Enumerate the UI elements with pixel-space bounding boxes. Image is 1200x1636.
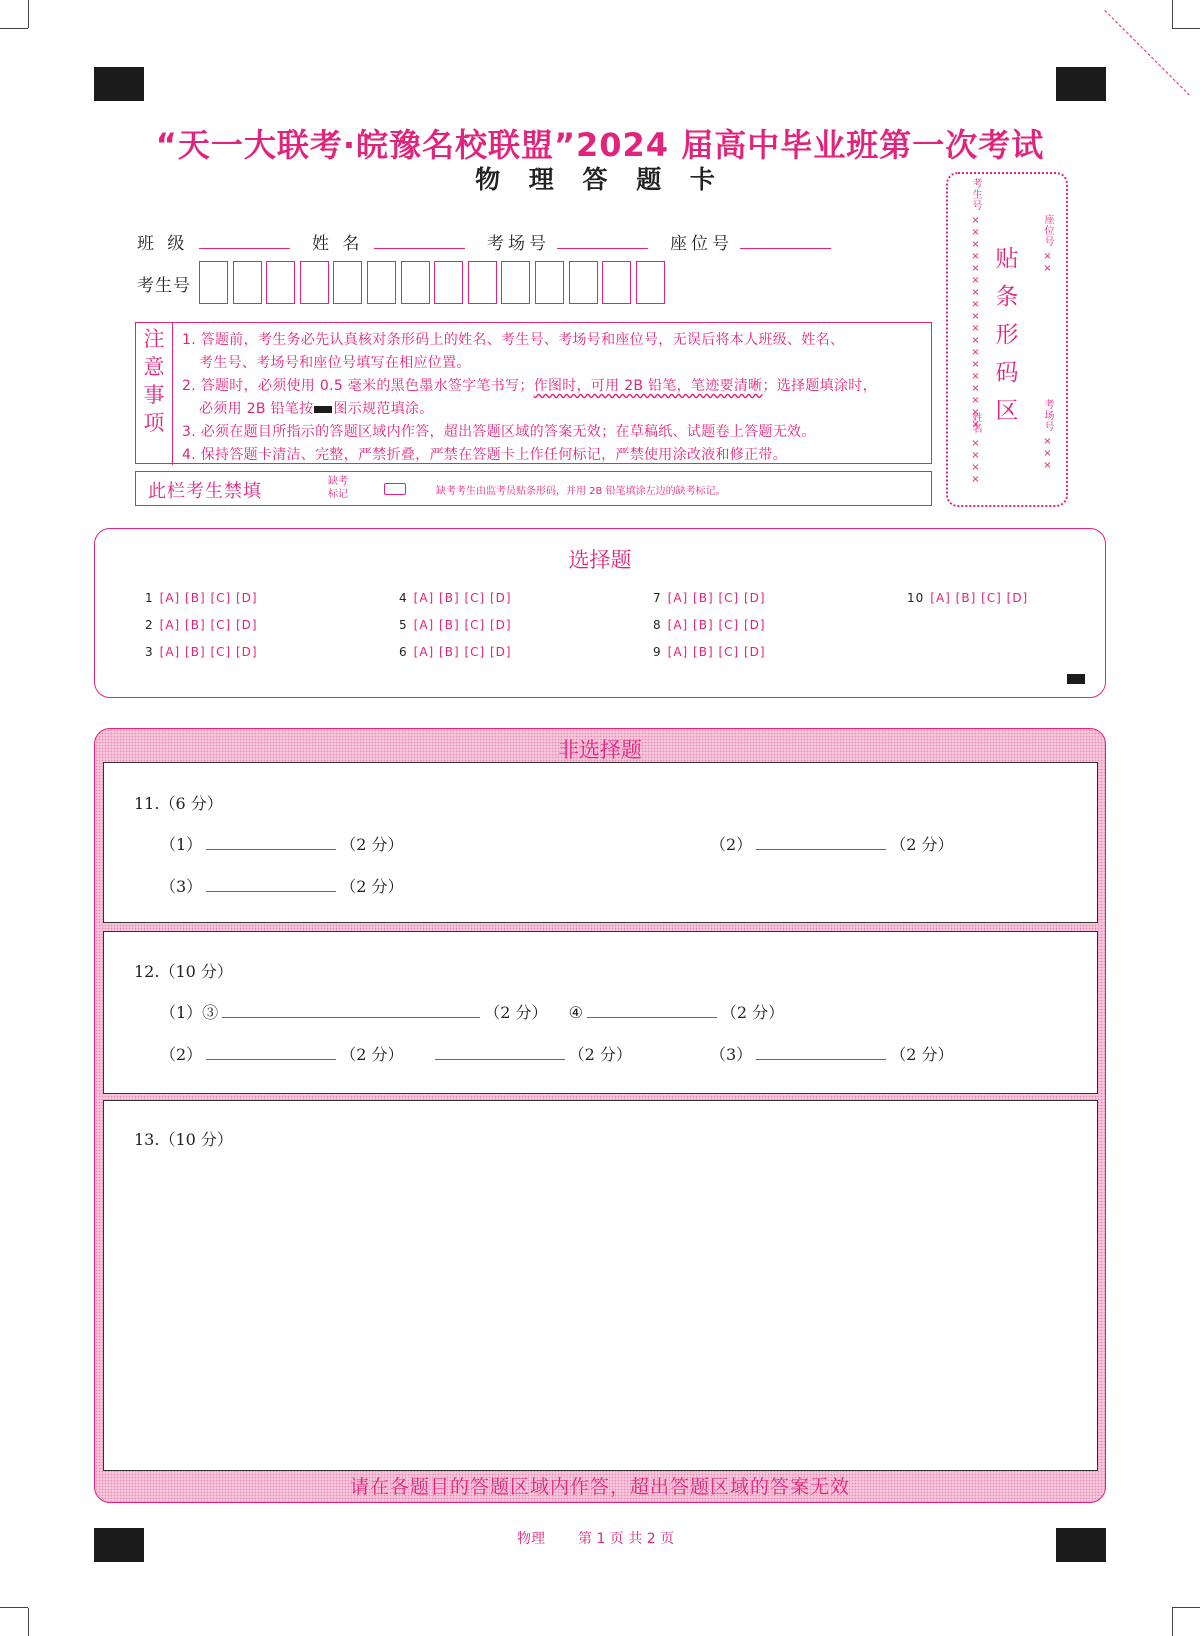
q11-p3-answer-line[interactable]	[206, 890, 336, 892]
choice-question-number: 10	[907, 591, 925, 605]
barcode-right-column-2: 考场号 ×××	[1042, 399, 1053, 473]
student-id-digit-box[interactable]	[602, 261, 631, 304]
barcode-left-column-1: 考生号 ××××××××××××××××××	[970, 178, 981, 432]
registration-mark-bottom-right	[1056, 1528, 1106, 1562]
q11-p1-label: （1）	[160, 835, 203, 854]
q11-p1-score: （2 分）	[340, 835, 404, 854]
choice-question-number: 5	[399, 618, 408, 632]
notice-line-1b: 考生号、考场号和座位号填写在相应位置。	[199, 355, 471, 371]
choice-question-number: 1	[145, 591, 154, 605]
barcode-title	[992, 240, 1022, 430]
question-11-part-2	[710, 832, 953, 855]
registration-mark-top-left	[94, 67, 144, 101]
crop-mark-bottom-right-h	[1172, 1607, 1200, 1608]
q11-p2-score: （2 分）	[890, 835, 954, 854]
exam-title: “天一大联考·皖豫名校联盟”2024 届高中毕业班第一次考试	[155, 126, 1045, 164]
question-11-part-3	[160, 874, 403, 897]
class-field[interactable]	[199, 247, 290, 249]
notice-line-2b-pre: 必须用 2B 铅笔按	[199, 401, 314, 417]
student-id-digit-box[interactable]	[401, 261, 430, 304]
q12-p2-label: （2）	[160, 1045, 203, 1064]
q12-p2b-score: （2 分）	[568, 1045, 632, 1064]
proctor-only-box	[135, 471, 932, 506]
answer-area-warning: 请在各题目的答题区域内作答，超出答题区域的答案无效	[349, 1476, 850, 1498]
q11-p2-label: （2）	[710, 835, 753, 854]
notice-line-2-a: 2. 答题时，必须使用 0.5 毫米的黑色墨水签字笔书写；	[182, 378, 534, 394]
choice-question-number: 2	[145, 618, 154, 632]
q12-p2-score: （2 分）	[340, 1045, 404, 1064]
crop-mark-top-left	[28, 0, 29, 28]
seat-label: 座位号	[670, 234, 733, 254]
q12-p3-answer-line[interactable]	[756, 1058, 886, 1060]
footer-page-number: 第 1 页 共 2 页	[578, 1531, 675, 1547]
choice-question-1[interactable]	[145, 591, 258, 605]
exam-room-field[interactable]	[557, 247, 648, 249]
absent-mark-label	[328, 475, 348, 501]
student-id-digit-box[interactable]	[300, 261, 329, 304]
seat-field[interactable]	[740, 247, 831, 249]
name-label: 姓 名	[312, 234, 364, 254]
choice-options[interactable]: [A] [B] [C] [D]	[159, 591, 258, 605]
q12-p1-answer-line[interactable]	[222, 1016, 480, 1018]
q12-p1-label: （1）③	[160, 1003, 219, 1022]
choice-options[interactable]: [A] [B] [C] [D]	[159, 618, 258, 632]
notice-line-2b	[199, 398, 434, 418]
choice-options[interactable]: [A] [B] [C] [D]	[413, 645, 512, 659]
notice-line-1: 1. 答题前，考生务必先认真核对条形码上的姓名、考生号、考场号和座位号，无误后将本人班级、姓名、	[182, 332, 845, 348]
question-11-header: 11.（6 分）	[134, 794, 223, 813]
choice-question-2[interactable]	[145, 618, 258, 632]
barcode-title-char: 区	[995, 398, 1019, 424]
choice-question-10[interactable]	[907, 591, 1028, 605]
q12-p3-score: （2 分）	[890, 1045, 954, 1064]
student-id-digit-box[interactable]	[367, 261, 396, 304]
question-12-part-1	[160, 1000, 784, 1023]
fill-example-mark	[314, 406, 332, 413]
q11-p1-answer-line[interactable]	[206, 848, 336, 850]
notice-line-3: 3. 必须在题目所指示的答题区域内作答，超出答题区域的答案无效；在草稿纸、试题卷上答题无效。	[182, 424, 816, 440]
barcode-title-char: 形	[995, 322, 1019, 348]
q12-p2-answer-line[interactable]	[206, 1058, 336, 1060]
q12-p2b-answer-line[interactable]	[435, 1058, 565, 1060]
crop-mark-bottom-left	[28, 1608, 29, 1636]
q12-p3-label: （3）	[710, 1045, 753, 1064]
choice-question-8[interactable]	[653, 618, 766, 632]
q12-p1b-label: ④	[568, 1003, 583, 1022]
student-id-digit-box[interactable]	[501, 261, 530, 304]
choice-question-number: 7	[653, 591, 662, 605]
choice-options[interactable]: [A] [B] [C] [D]	[413, 618, 512, 632]
non-choice-title: 非选择题	[558, 738, 642, 762]
absent-note: 缺考考生由监考员贴条形码，并用 2B 铅笔填涂左边的缺考标记。	[436, 486, 726, 497]
q12-p1-score: （2 分）	[484, 1003, 548, 1022]
registration-mark-bottom-left	[94, 1528, 144, 1562]
barcode-right-column-1: 座位号 ××	[1042, 214, 1053, 276]
question-12-header: 12.（10 分）	[134, 962, 233, 981]
barcode-left-column-2: 姓名 ××××	[970, 412, 981, 487]
student-id-digit-box[interactable]	[636, 261, 665, 304]
notice-heading-char: 事	[143, 383, 165, 407]
q11-p2-answer-line[interactable]	[756, 848, 886, 850]
footer-subject: 物理	[517, 1531, 545, 1547]
barcode-title-char: 码	[995, 360, 1019, 386]
choice-options[interactable]: [A] [B] [C] [D]	[159, 645, 258, 659]
choice-options[interactable]: [A] [B] [C] [D]	[930, 591, 1029, 605]
crop-mark-bottom-right	[1172, 1608, 1173, 1636]
absent-mark-label-1: 缺考	[328, 476, 348, 487]
crop-mark-top-right-h	[1172, 28, 1200, 29]
notice-line-4: 4. 保持答题卡清洁、完整，严禁折叠，严禁在答题卡上作任何标记，严禁使用涂改液和修正带。	[182, 447, 788, 463]
choice-question-number: 9	[653, 645, 662, 659]
notice-heading-char: 项	[143, 411, 165, 435]
student-id-digit-box[interactable]	[468, 261, 497, 304]
notice-line-2b-post: 图示规范填涂。	[333, 401, 434, 417]
student-id-digit-box[interactable]	[233, 261, 262, 304]
question-12-part-3	[710, 1042, 953, 1065]
crop-mark-top-right	[1172, 0, 1173, 28]
q11-p3-label: （3）	[160, 877, 203, 896]
multiple-choice-title: 选择题	[568, 548, 632, 572]
q12-p1b-answer-line[interactable]	[587, 1016, 717, 1018]
choice-question-9[interactable]	[653, 645, 766, 659]
choice-question-number: 4	[399, 591, 408, 605]
question-12-area[interactable]	[103, 931, 1098, 1094]
choice-options[interactable]: [A] [B] [C] [D]	[667, 618, 766, 632]
name-field[interactable]	[374, 247, 465, 249]
q12-p1b-score: （2 分）	[720, 1003, 785, 1022]
barcode-sticker-area	[946, 172, 1068, 507]
barcode-title-char: 条	[995, 284, 1019, 310]
question-12-part-2	[160, 1042, 632, 1065]
student-id-digit-box[interactable]	[434, 261, 463, 304]
barcode-title-char: 贴	[995, 246, 1019, 272]
notice-line-2	[182, 375, 877, 395]
student-id-digit-box[interactable]	[569, 261, 598, 304]
choice-options[interactable]: [A] [B] [C] [D]	[413, 591, 512, 605]
notice-box	[135, 322, 932, 464]
notice-heading-char: 意	[143, 355, 165, 379]
notice-line-2-c: ；选择题填涂时，	[762, 378, 877, 394]
class-label: 班 级	[137, 234, 189, 254]
exam-room-label: 考场号	[487, 234, 550, 254]
answer-sheet-subtitle: 物 理 答 题 卡	[475, 165, 725, 194]
proctor-only-label: 此栏考生禁填	[148, 481, 262, 502]
question-11-part-1	[160, 832, 403, 855]
fold-line	[1104, 10, 1190, 96]
choice-question-number: 3	[145, 645, 154, 659]
choice-question-7[interactable]	[653, 591, 766, 605]
choice-question-number: 8	[653, 618, 662, 632]
student-id-digit-box[interactable]	[199, 261, 228, 304]
student-id-label: 考生号	[137, 276, 191, 296]
absent-mark-label-2: 标记	[328, 489, 348, 500]
notice-line-2-wavy: 作图时，可用 2B 铅笔，笔迹要清晰	[533, 378, 763, 394]
notice-heading-char: 注	[143, 327, 165, 351]
notice-heading	[136, 323, 173, 465]
crop-mark-bottom-left-h	[0, 1607, 28, 1608]
absent-mark-bubble[interactable]	[384, 483, 406, 495]
choice-question-4[interactable]	[399, 591, 512, 605]
choice-question-6[interactable]	[399, 645, 512, 659]
choice-question-5[interactable]	[399, 618, 512, 632]
student-id-digit-box[interactable]	[535, 261, 564, 304]
question-13-area[interactable]	[103, 1100, 1098, 1471]
choice-question-number: 6	[399, 645, 408, 659]
multiple-choice-section	[94, 528, 1106, 698]
choice-options[interactable]: [A] [B] [C] [D]	[667, 591, 766, 605]
question-11-area[interactable]	[103, 762, 1098, 923]
choice-question-3[interactable]	[145, 645, 258, 659]
student-id-digit-box[interactable]	[266, 261, 295, 304]
q11-p3-score: （2 分）	[340, 877, 404, 896]
registration-mark-top-right	[1056, 67, 1106, 101]
crop-mark-top-left-h	[0, 28, 28, 29]
timing-mark	[1067, 674, 1085, 684]
choice-options[interactable]: [A] [B] [C] [D]	[667, 645, 766, 659]
student-id-digit-box[interactable]	[333, 261, 362, 304]
question-13-header: 13.（10 分）	[134, 1130, 233, 1149]
